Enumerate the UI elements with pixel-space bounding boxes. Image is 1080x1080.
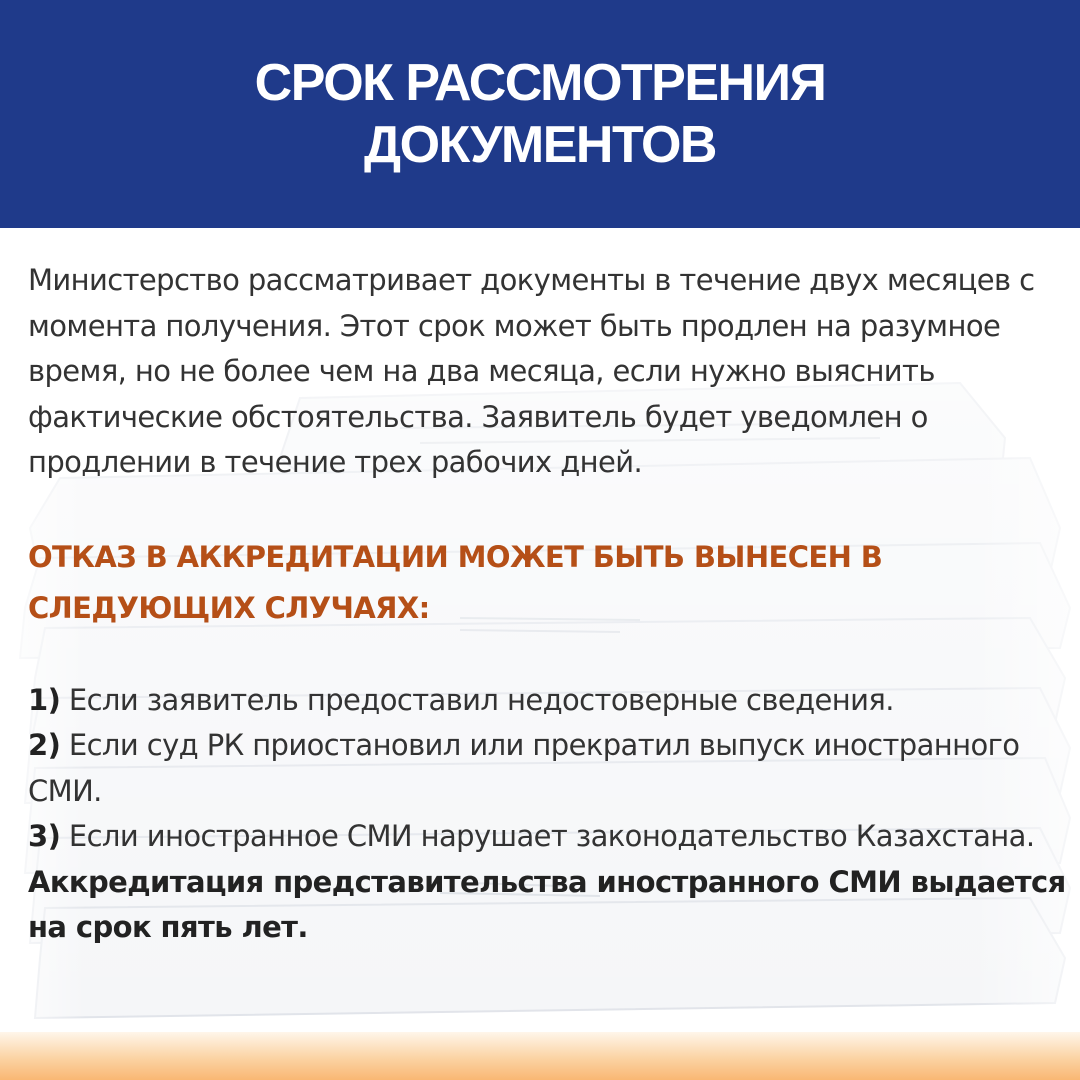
footer-gradient-bar xyxy=(0,1032,1080,1080)
refusal-heading: ОТКАЗ В АККРЕДИТАЦИИ МОЖЕТ БЫТЬ ВЫНЕСЕН В СЛЕДУЮЩИХ СЛУЧАЯХ: xyxy=(28,539,883,625)
reason-text: Если заявитель предоставил недостоверные сведения. xyxy=(68,682,894,717)
reason-number: 3) xyxy=(28,819,61,853)
reason-item-1 xyxy=(28,678,1068,724)
reason-item-3 xyxy=(28,814,1068,860)
content-area xyxy=(28,258,1068,951)
reasons-list xyxy=(28,678,1068,860)
intro-paragraph: Министерство рассматривает документы в течение двух месяцев с момента получения. Этот срок может быть продлен на разумное время, но не более чем на два месяца, если нужно выяснить фактические обстоятельства. Заявитель будет уведомлен о продлении в течение трех рабочих дней. xyxy=(28,263,1035,479)
reason-number: 1) xyxy=(28,682,61,717)
page-title-line-2: ДОКУМЕНТОВ xyxy=(364,116,716,174)
reason-text: Если суд РК приостановил или прекратил выпуск иностранного СМИ. xyxy=(28,728,1020,808)
reason-text: Если иностранное СМИ нарушает законодательство Казахстана. xyxy=(68,819,1035,853)
reason-item-2 xyxy=(28,723,1068,814)
header-banner xyxy=(0,0,1080,228)
reason-number: 2) xyxy=(28,728,61,762)
page-title-line-1: СРОК РАССМОТРЕНИЯ xyxy=(254,54,826,112)
accreditation-term-statement: Аккредитация представительства иностранного СМИ выдается на срок пять лет. xyxy=(28,864,1066,944)
